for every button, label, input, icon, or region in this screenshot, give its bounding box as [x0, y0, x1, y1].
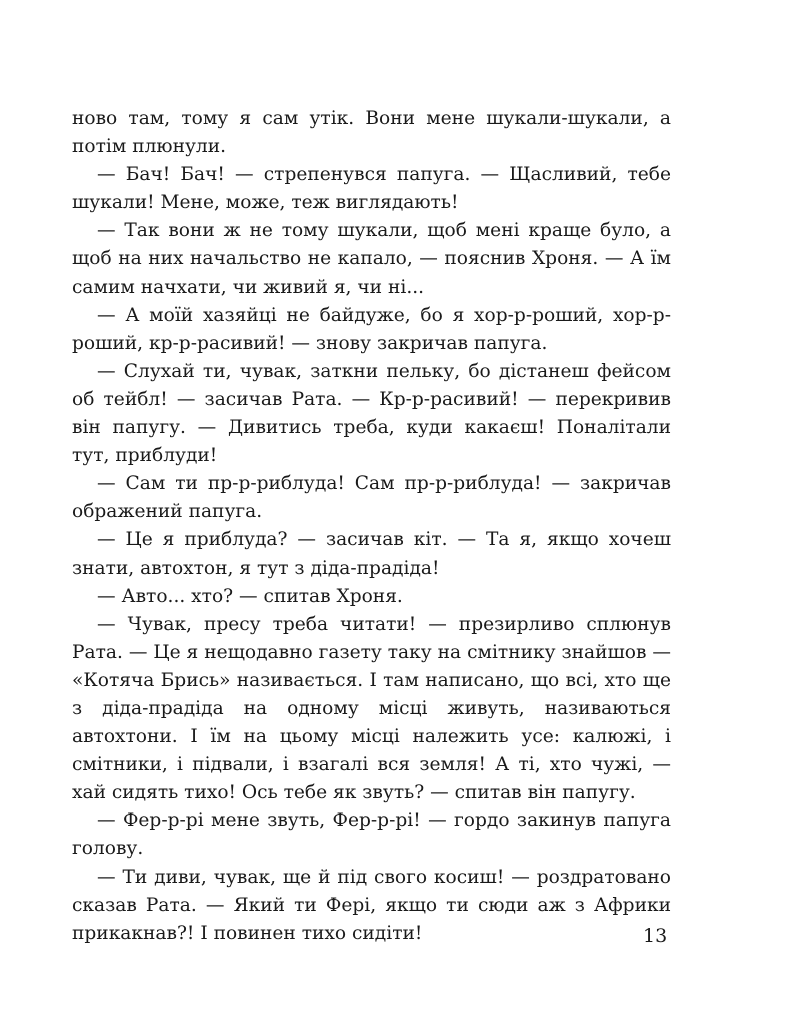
paragraph-8: — Авто... хто? — спитав Хроня. — [97, 585, 403, 607]
paragraph-3: — Так вони ж не тому шукали, щоб мені краще було, а щоб на них начальство не капало, — пояснив Хроня. — А їм самим начхати, чи живий я, чи ні... — [72, 220, 671, 298]
paragraph-7: — Це я приблуда? — засичав кіт. — Та я, якщо хочеш знати, автохтон, я тут з діда-прадіда! — [72, 529, 671, 579]
paragraph-10: — Фер-р-рі мене звуть, Фер-р-рі! — гордо закинув папуга голову. — [72, 810, 671, 860]
paragraph-4: — А моїй хазяйці не байдуже, бо я хор-р-роший, хор-р-роший, кр-р-расивий! — знову закричав папуга. — [72, 304, 671, 354]
page-number: 13 — [643, 925, 668, 947]
paragraph-2: — Бач! Бач! — стрепенувся папуга. — Щасливий, тебе шукали! Мене, може, теж виглядають! — [72, 164, 671, 214]
body-text — [72, 105, 671, 948]
paragraph-9: — Чувак, пресу треба читати! — презирливо сплюнув Рата. — Це я нещодавно газету таку на смітнику знайшов — «Котяча Брись» називається. І там написано, що всі, хто ще з діда-прадіда на одному місці живуть, називаються автохтони. І їм на цьому місці належить усе: калюжі, і смітники, і підвали, і взагалі вся земля! А ті, хто чужі, — хай сидять тихо! Ось тебе як звуть? — спитав він папугу. — [72, 613, 671, 804]
paragraph-5: — Слухай ти, чувак, заткни пельку, бо дістанеш фейсом об тейбл! — засичав Рата. — Кр-р-расивий! — перекривив він папугу. — Дивитись треба, куди какаєш! Поналітали тут, приблуди! — [72, 360, 671, 467]
paragraph-1: ново там, тому я сам утік. Вони мене шукали-шукали, а потім плюнули. — [72, 108, 671, 158]
paragraph-6: — Сам ти пр-р-риблуда! Сам пр-р-риблуда! — закричав ображений папуга. — [72, 473, 671, 523]
paragraph-11: — Ти диви, чувак, ще й під свого косиш! — роздратовано сказав Рата. — Який ти Фері, якщо ти сюди аж з Африки прикакнав?! І повинен тихо сидіти! — [72, 866, 671, 944]
